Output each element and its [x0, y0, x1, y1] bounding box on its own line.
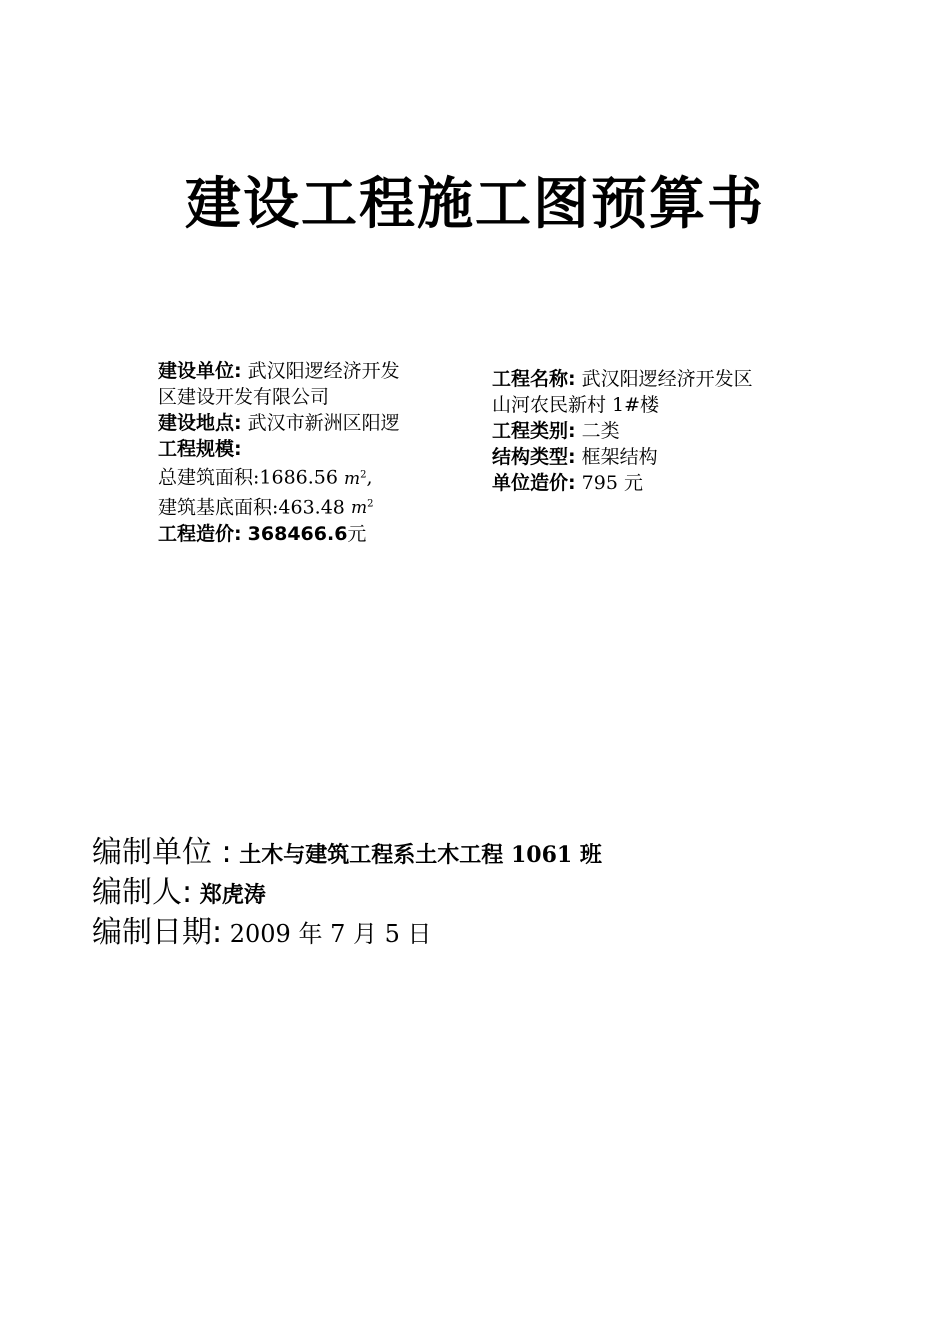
structure-row [492, 444, 832, 470]
cost-value: 368466.6 [247, 523, 348, 546]
name-label: 工程名称: [492, 368, 576, 390]
scale-label: 工程规模: [158, 438, 242, 460]
owner-value-cont: 区建设开发有限公司 [158, 386, 330, 408]
structure-label: 结构类型: [492, 446, 576, 468]
total-area-value: 1686.56 [259, 466, 338, 489]
cost-label: 工程造价: [158, 523, 242, 546]
unit-cost-label: 单位造价: [492, 472, 576, 494]
unit-cost-row [492, 470, 832, 496]
name-value-cont: 山河农民新村 1#楼 [492, 394, 660, 416]
name-value: 武汉阳逻经济开发区 [581, 368, 753, 390]
site-label: 建设地点: [158, 412, 242, 434]
compile-unit-label: 编制单位 : [92, 835, 232, 870]
owner-value: 武汉阳逻经济开发 [247, 360, 400, 382]
compiler-label: 编制人: [92, 875, 193, 910]
project-info-left [158, 358, 458, 547]
base-area-label: 建筑基底面积: [158, 496, 279, 519]
area-unit: $m^2$ [344, 468, 367, 489]
compiler-row [92, 874, 602, 914]
compile-date-row [92, 914, 602, 953]
area-unit: $m^2$ [350, 498, 374, 519]
compiler-info [92, 834, 602, 953]
category-label: 工程类别: [492, 420, 576, 442]
structure-value: 框架结构 [581, 446, 658, 468]
compile-unit-value: 土木与建筑工程系土木工程 1061 班 [239, 842, 602, 868]
compile-date-label: 编制日期: [92, 915, 223, 950]
site-value: 武汉市新洲区阳逻 [247, 412, 400, 434]
owner-row [158, 358, 458, 384]
base-area-row [158, 492, 458, 522]
owner-label: 建设单位: [158, 360, 242, 382]
base-area-value: 463.48 [278, 496, 345, 519]
unit-cost-value: 795 元 [581, 472, 643, 494]
compile-unit-row [92, 834, 602, 874]
project-info-right [492, 366, 832, 496]
cost-row [158, 521, 458, 547]
document-title: 建设工程施工图预算书 [185, 172, 765, 237]
category-value: 二类 [581, 420, 620, 442]
compile-date-value: 2009 年 7 月 5 日 [229, 920, 432, 948]
category-row [492, 418, 832, 444]
comma: , [366, 466, 373, 489]
site-row [158, 410, 458, 436]
total-area-label: 总建筑面积: [158, 466, 260, 489]
total-area-row [158, 462, 458, 492]
name-row [492, 366, 832, 392]
cost-unit: 元 [347, 523, 367, 546]
compiler-value: 郑虎涛 [199, 882, 266, 908]
